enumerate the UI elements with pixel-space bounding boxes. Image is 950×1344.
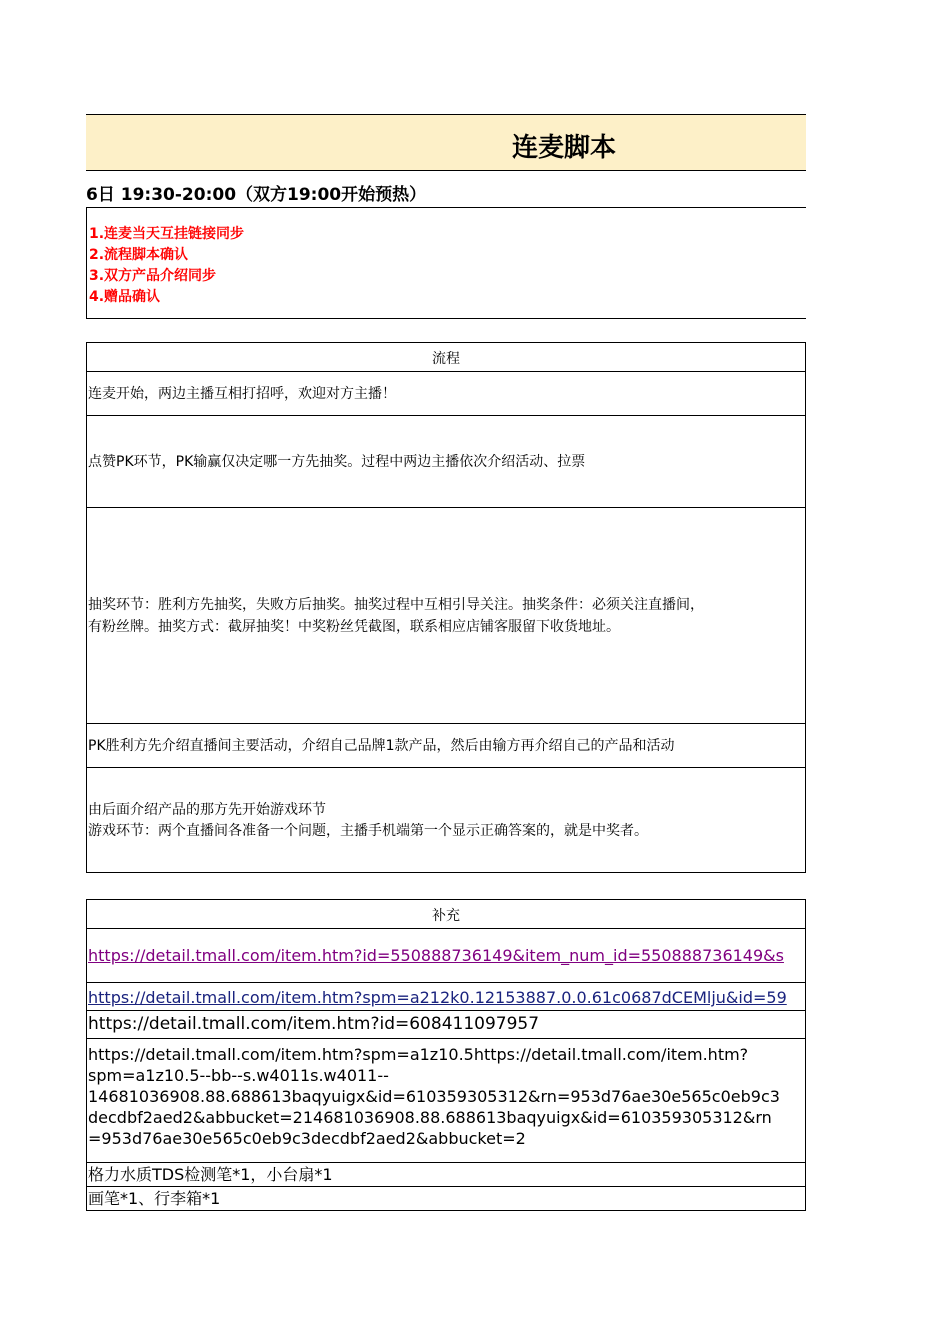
process-step-text: 游戏环节：两个直播间各准备一个问题，主播手机端第一个显示正确答案的，就是中奖者。 bbox=[88, 823, 648, 839]
table-row bbox=[87, 983, 805, 1011]
table-row bbox=[87, 724, 805, 768]
url-line: https://detail.tmall.com/item.htm?spm=a1z10.5https://detail.tmall.com/item.htm? bbox=[88, 1045, 749, 1064]
url-line: decdbf2aed2&abbucket=214681036908.88.688613baqyuigx&id=610359305312&rn bbox=[88, 1108, 772, 1127]
table-row bbox=[87, 1187, 805, 1210]
notes-block bbox=[86, 208, 806, 319]
url-line: =953d76ae30e565c0eb9c3decdbf2aed2&abbucket=2 bbox=[88, 1129, 526, 1148]
table-row bbox=[87, 508, 805, 724]
page-title: 连麦脚本 bbox=[512, 133, 617, 163]
supplement-header-row bbox=[87, 900, 805, 929]
product-url: https://detail.tmall.com/item.htm?id=608411097957 bbox=[88, 1014, 540, 1034]
process-step-text: 由后面介绍产品的那方先开始游戏环节 bbox=[88, 802, 326, 818]
gift-text: 画笔*1、行李箱*1 bbox=[88, 1189, 221, 1208]
note-item: 1.连麦当天互挂链接同步 bbox=[89, 226, 245, 242]
process-header: 流程 bbox=[432, 351, 460, 367]
product-link[interactable]: https://detail.tmall.com/item.htm?spm=a212k0.12153887.0.0.61c0687dCEMlju&id=59 bbox=[88, 988, 787, 1007]
table-row bbox=[87, 372, 805, 416]
table-row bbox=[87, 1163, 805, 1187]
process-table bbox=[86, 342, 806, 873]
note-item: 3.双方产品介绍同步 bbox=[89, 268, 217, 284]
date-time-text: 6日 19:30-20:00（双方19:00开始预热） bbox=[86, 185, 427, 205]
product-url-multiline bbox=[88, 1044, 803, 1149]
process-step-text: 连麦开始，两边主播互相打招呼，欢迎对方主播！ bbox=[88, 386, 396, 402]
title-bar bbox=[86, 114, 806, 171]
product-link[interactable]: https://detail.tmall.com/item.htm?id=550888736149&item_num_id=550888736149&s bbox=[88, 946, 784, 965]
process-step-text: PK胜利方先介绍直播间主要活动，介绍自己品牌1款产品，然后由输方再介绍自己的产品和活动 bbox=[88, 738, 675, 754]
process-header-row bbox=[87, 343, 805, 372]
note-item: 2.流程脚本确认 bbox=[89, 247, 189, 263]
process-step-text: 抽奖环节：胜利方先抽奖，失败方后抽奖。抽奖过程中互相引导关注。抽奖条件：必须关注直播间， bbox=[88, 597, 704, 613]
table-row bbox=[87, 929, 805, 983]
table-row bbox=[87, 416, 805, 508]
note-item: 4.赠品确认 bbox=[89, 289, 161, 305]
table-row bbox=[87, 768, 805, 872]
process-step-text: 点赞PK环节，PK输赢仅决定哪一方先抽奖。过程中两边主播依次介绍活动、拉票 bbox=[88, 454, 586, 470]
url-line: spm=a1z10.5--bb--s.w4011s.w4011-- bbox=[88, 1066, 389, 1085]
table-row bbox=[87, 1011, 805, 1039]
url-line: 14681036908.88.688613baqyuigx&id=610359305312&rn=953d76ae30e565c0eb9c3 bbox=[88, 1087, 780, 1106]
supplement-table bbox=[86, 899, 806, 1211]
supplement-header: 补充 bbox=[432, 908, 460, 924]
process-step-text: 有粉丝牌。抽奖方式：截屏抽奖！中奖粉丝凭截图，联系相应店铺客服留下收货地址。 bbox=[88, 619, 620, 635]
table-row bbox=[87, 1039, 805, 1163]
gift-text: 格力水质TDS检测笔*1，小台扇*1 bbox=[88, 1165, 333, 1184]
date-line bbox=[86, 171, 806, 208]
